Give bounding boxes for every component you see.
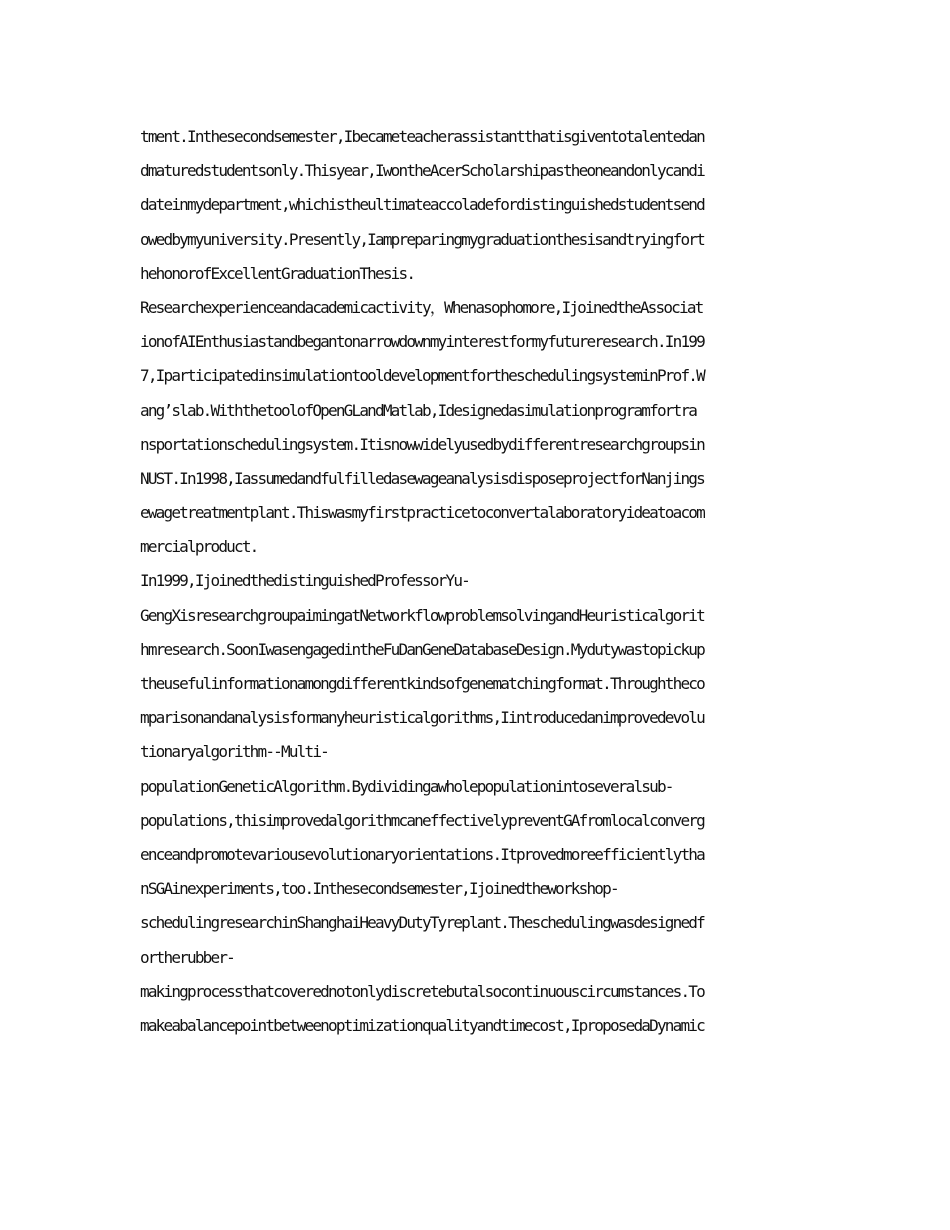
text-line: tment.Inthesecondsemester,Ibecameteacherassistantthatisgiventotalentedan [140,127,704,146]
text-line: In1999,IjoinedthedistinguishedProfessorYu- [140,571,469,591]
text-line: populationGeneticAlgorithm.Bydividingawholepopulationintoseveralsub- [140,776,673,796]
text-line: Researchexperienceandacademicactivity，Whenasophomore,IjoinedtheAssociat [140,297,703,317]
text-line: mparisonandanalysisformanyheuristicalgorithms,Iintroducedanimprovedevolu [140,708,704,728]
text-line: theusefulinformationamongdifferentkindsofgenematchingformat.Throughtheco [140,674,704,693]
text-line: hehonorofExcellentGraduationThesis. [140,263,415,283]
text-line: ionofAIEnthusiastandbegantonarrowdownmyinterestformyfutureresearch.In199 [140,332,704,352]
text-line: GengXisresearchgroupaimingatNetworkflowproblemsolvingandHeuristicalgorit [140,605,704,625]
text-line: dateinmydepartment,whichistheultimateaccoladefordistinguishedstudentsend [140,195,704,215]
text-line: makeabalancepointbetweenoptimizationqualityandtimecost,IproposedaDynamic [140,1015,704,1035]
text-line: populations,thisimprovedalgorithmcaneffectivelypreventGAfromlocalconverg [140,810,704,830]
text-line: tionaryalgorithm--Multi- [140,742,328,762]
text-line: makingprocessthatcoverednotonlydiscretebutalsocontinuouscircumstances.To [140,981,704,1001]
text-line: schedulingresearchinShanghaiHeavyDutyTyreplant.Theschedulingwasdesignedf [140,913,704,933]
body-text [140,120,820,1043]
text-line: mercialproduct. [140,537,258,557]
text-line: ewagetreatmentplant.Thiswasmyfirstpracticetoconvertalaboratoryideatoacom [140,503,704,523]
text-line: nsportationschedulingsystem.Itisnowwidelyusedbydifferentresearchgroupsin [140,434,704,454]
text-line: ang’slab.WiththetoolofOpenGLandMatlab,Idesignedasimulationprogramfortra [140,400,697,420]
text-line: 7,IparticipatedinsimulationtooldevelopmentfortheschedulingsysteminProf.W [140,366,704,386]
text-line: nSGAinexperiments,too.Inthesecondsemester,Ijoinedtheworkshop- [140,879,618,899]
text-line: ortherubber- [140,947,234,967]
text-line: dmaturedstudentsonly.Thisyear,IwontheAcerScholarshipastheoneandonlycandi [140,161,704,181]
text-line: NUST.In1998,IassumedandfulfilledasewageanalysisdisposeprojectforNanjings [140,468,704,488]
text-line: enceandpromotevariousevolutionaryorientations.Itprovedmoreefficientlytha [140,844,704,864]
text-line: hmresearch.SoonIwasengagedintheFuDanGeneDatabaseDesign.Mydutywastopickup [140,639,704,659]
text-line: owedbymyuniversity.Presently,Iampreparingmygraduationthesisandtryingfort [140,229,704,249]
